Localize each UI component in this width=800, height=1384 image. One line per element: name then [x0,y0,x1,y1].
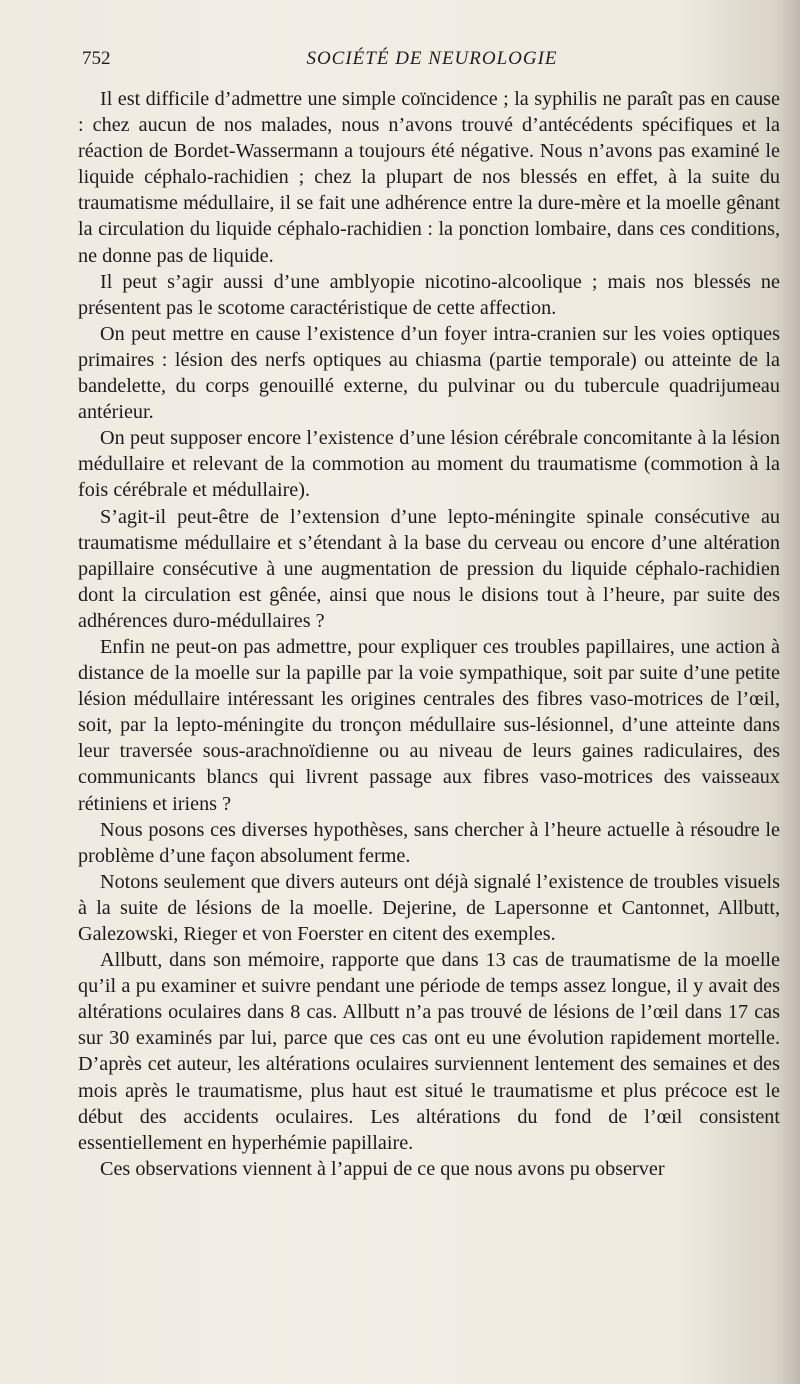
paragraph: S’agit-il peut-être de l’extension d’une lepto-méningite spinale consécutive au traumatisme médullaire et s’étendant à la base du cerveau ou encore d’une altération papillaire consécutive à une augmentation de pression du liquide céphalo-rachidien dont la circulation est gênée, ainsi que nous le disions tout à l’heure, par suite des adhérences duro-médullaires ? [78,505,780,632]
paragraph: On peut supposer encore l’existence d’une lésion cérébrale concomitante à la lésion médullaire et relevant de la commotion au moment du traumatisme (commotion à la fois cérébrale et médullaire). [78,427,780,502]
paragraph: Allbutt, dans son mémoire, rapporte que dans 13 cas de traumatisme de la moelle qu’il a pu examiner et suivre pendant une période de temps assez longue, il y avait des altérations oculaires dans 8 cas. Allbutt n’a pas trouvé de lésions de l’œil dans 17 cas sur 30 examinés par lui, parce que ces cas ont eu une évolution rapidement mortelle. D’après cet auteur, les altérations oculaires surviennent lentement des semaines et des mois après le traumatisme, plus haut est situé le traumatisme et plus précoce est le début des accidents oculaires. Les altérations du fond de l’œil consistent essentiellement en hyperhémie papillaire. [78,949,780,1154]
paragraph: Ces observations viennent à l’appui de ce que nous avons pu observer [100,1157,665,1180]
paragraph: Enfin ne peut-on pas admettre, pour expliquer ces troubles papillaires, une action à distance de la moelle sur la papille par la voie sympathique, soit par suite d’une petite lésion médullaire intéressant les origines centrales des fibres vaso-motrices de l’œil, soit, par la lepto-méningite du tronçon médullaire sus-lésionnel, d’une atteinte dans leur traversée sous-arachnoïdienne ou au niveau de leurs gaines radiculaires, des communicants blancs qui livrent passage aux fibres vaso-motrices des vaisseaux rétiniens et iriens ? [78,635,780,815]
paragraph: On peut mettre en cause l’existence d’un foyer intra-cranien sur les voies optiques primaires : lésion des nerfs optiques au chiasma (partie temporale) ou atteinte de la bandelette, du corps genouillé externe, du pulvinar ou du tubercule quadrijumeau antérieur. [78,322,780,424]
running-title: SOCIÉTÉ DE NEUROLOGIE [306,48,558,69]
body-text [78,86,780,1182]
page-number: 752 [82,48,111,69]
paragraph: Nous posons ces diverses hypothèses, sans chercher à l’heure actuelle à résoudre le problème d’une façon absolument ferme. [78,818,780,867]
paragraph: Il peut s’agir aussi d’une amblyopie nicotino-alcoolique ; mais nos blessés ne présentent pas le scotome caractéristique de cette affection. [78,270,780,319]
paragraph: Notons seulement que divers auteurs ont déjà signalé l’existence de troubles visuels à la suite de lésions de la moelle. Dejerine, de Lapersonne et Cantonnet, Allbutt, Galezowski, Rieger et von Foerster en citent des exemples. [78,870,780,945]
page-header [82,48,782,72]
paragraph: Il est difficile d’admettre une simple coïncidence ; la syphilis ne paraît pas en cause : chez aucun de nos malades, nous n’avons trouvé d’antécédents spécifiques et la réaction de Bordet-Wassermann a toujours été négative. Nous n’avons pas examiné le liquide céphalo-rachidien ; chez la plupart de nos blessés en effet, à la suite du traumatisme médullaire, il se fait une adhérence entre la dure-mère et la moelle gênant la circulation du liquide céphalo-rachidien : la ponction lombaire, dans ces conditions, ne donne pas de liquide. [78,88,780,267]
